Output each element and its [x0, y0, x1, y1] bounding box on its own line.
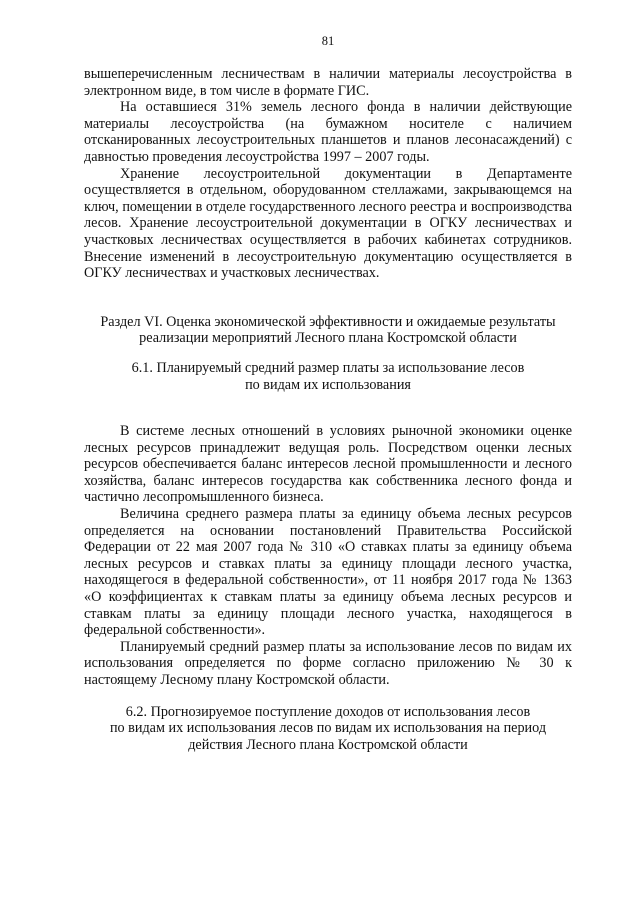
subsection-6-1-line-1: 6.1. Планируемый средний размер платы за использование лесов [131, 359, 525, 376]
section-heading-line-1: Раздел VI. Оценка экономической эффективности и ожидаемые результаты [100, 313, 556, 330]
paragraph-remaining-lands: На оставшиеся 31% земель лесного фонда в наличии действующие материалы лесоустройства (на бумажном носителе с наличием отсканированных лесоустроительных планшетов и планов лесонасаждений) с давностью проведения лесоустройства 1997 – 2007 годы. [84, 99, 572, 165]
paragraph-continuation: вышеперечисленным лесничествам в наличии материалы лесоустройства в электронном виде, в том числе в формате ГИС. [84, 66, 572, 99]
document-page [84, 34, 572, 753]
page-number: 81 [321, 34, 335, 48]
subsection-6-1-line-2: по видам их использования [245, 376, 411, 393]
paragraph-planned-fee: Планируемый средний размер платы за использование лесов по видам их использования определяется по форме согласно приложению № 30 к настоящему Лесному плану Костромской области. [84, 638, 572, 688]
section-heading [84, 314, 572, 347]
subsection-6-2-line-1: 6.2. Прогнозируемое поступление доходов от использования лесов [125, 703, 531, 720]
section-heading-line-2: реализации мероприятий Лесного плана Костромской области [139, 330, 517, 347]
subsection-heading-6-1 [84, 360, 572, 393]
subsection-heading-6-2 [84, 704, 572, 754]
subsection-6-2-line-3: действия Лесного плана Костромской области [188, 736, 468, 753]
paragraph-average-fee: Величина среднего размера платы за единицу объема лесных ресурсов определяется на основании постановлений Правительства Российской Федерации от 22 мая 2007 года № 310 «О ставках платы за единицу объема лесных ресурсов и ставках платы за единицу площади лесного участка, находящегося в федеральной собственности», от 11 ноября 2017 года № 1363 «О коэффициентах к ставкам платы за единицу объема лесных ресурсов и ставкам платы за единицу площади лесного участка, находящегося в федеральной собственности». [84, 506, 572, 639]
paragraph-forest-relations: В системе лесных отношений в условиях рыночной экономики оценке лесных ресурсов принадлежит ведущая роль. Посредством оценки лесных ресурсов обеспечивается баланс интересов лесной промышленности и лесного хозяйства, баланс интересов государства как собственника лесного фонда и частично лесопромышленного бизнеса. [84, 423, 572, 506]
paragraph-documentation-storage: Хранение лесоустроительной документации в Департаменте осуществляется в отдельном, оборудованном стеллажами, закрывающемся на ключ, помещении в отделе государственного лесного реестра и воспроизводства лесов. Хранение лесоустроительной документации в ОГКУ лесничествах и участковых лесничествах осуществляется в рабочих кабинетах сотрудников. Внесение изменений в лесоустроительную документацию осуществляется в ОГКУ лесничествах и участковых лесничествах. [84, 165, 572, 282]
subsection-6-2-line-2: по видам их использования лесов по видам их использования на период [109, 720, 547, 737]
